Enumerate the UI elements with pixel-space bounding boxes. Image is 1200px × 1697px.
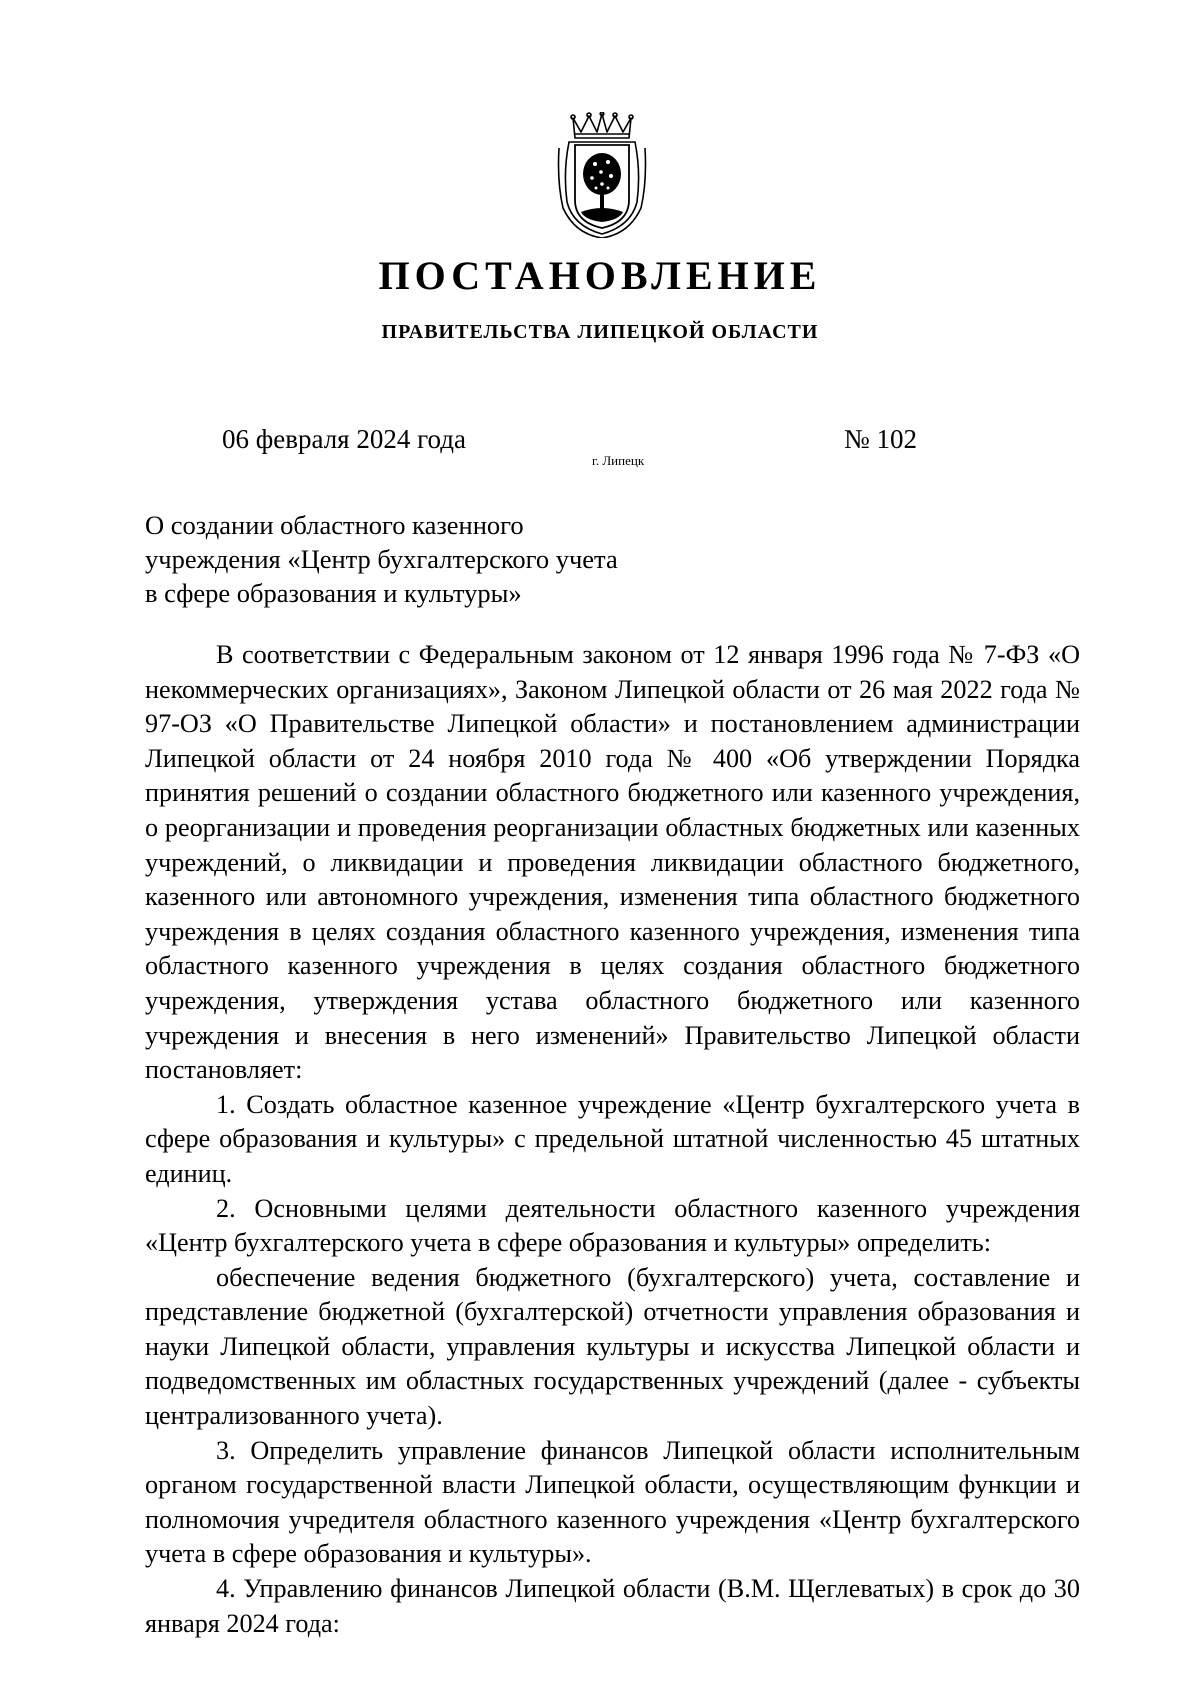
body-paragraph: В соответствии с Федеральным законом от 12 января 1996 года № 7-ФЗ «О некоммерческих организациях», Законом Липецкой области от 26 мая 2022 года № 97-ОЗ «О Правительстве Липецкой области» и постановлением администрации Липецкой области от 24 ноября 2010 года № 400 «Об утверждении Порядка принятия решений о создании областного бюджетного или казенного учреждения, о реорганизации и проведения реорганизации областных бюджетных или казенных учреждений, о ликвидации и проведения ликвидации областного бюджетного, казенного или автономного учреждения, изменения типа областного бюджетного учреждения в целях создания областного казенного учреждения, изменения типа областного казенного учреждения в целях создания областного бюджетного учреждения, утверждения устава областного бюджетного или казенного учреждения и внесения в него изменений» Правительство Липецкой области постановляет: xyxy=(145,640,1080,1085)
heading-line: в сфере образования и культуры» xyxy=(145,578,522,608)
heading-line: О создании областного казенного xyxy=(145,510,524,540)
document-heading xyxy=(145,508,618,610)
document-body xyxy=(145,638,1080,1641)
document-city: г. Липецк xyxy=(592,453,645,468)
coat-of-arms-icon xyxy=(555,112,649,238)
body-paragraph: 3. Определить управление финансов Липецкой области исполнительным органом государственной власти Липецкой области, осуществляющим функции и полномочия учредителя областного казенного учреждения «Центр бухгалтерского учета в сфере образования и культуры». xyxy=(145,1435,1080,1569)
body-paragraph: 4. Управлению финансов Липецкой области (В.М. Щеглеватых) в срок до 30 января 2024 года: xyxy=(145,1574,1080,1638)
document-title: ПОСТАНОВЛЕНИЕ xyxy=(378,253,822,298)
document-number: № 102 xyxy=(844,424,918,454)
heading-line: учреждения «Центр бухгалтерского учета xyxy=(145,544,618,574)
body-paragraph: 1. Создать областное казенное учреждение «Центр бухгалтерского учета в сфере образования и культуры» с предельной штатной численностью 45 штатных единиц. xyxy=(145,1089,1080,1188)
body-paragraph: 2. Основными целями деятельности областного казенного учреждения «Центр бухгалтерского учета в сфере образования и культуры» определить: xyxy=(145,1193,1080,1258)
issuing-authority: ПРАВИТЕЛЬСТВА ЛИПЕЦКОЙ ОБЛАСТИ xyxy=(381,321,819,343)
body-paragraph: обеспечение ведения бюджетного (бухгалтерского) учета, составление и представление бюджетной (бухгалтерской) отчетности управления образования и науки Липецкой области, управления культуры и искусства Липецкой области и подведомственных им областных государственных учреждений (далее - субъекты централизованного учета). xyxy=(145,1262,1080,1431)
document-date: 06 февраля 2024 года xyxy=(222,424,466,454)
